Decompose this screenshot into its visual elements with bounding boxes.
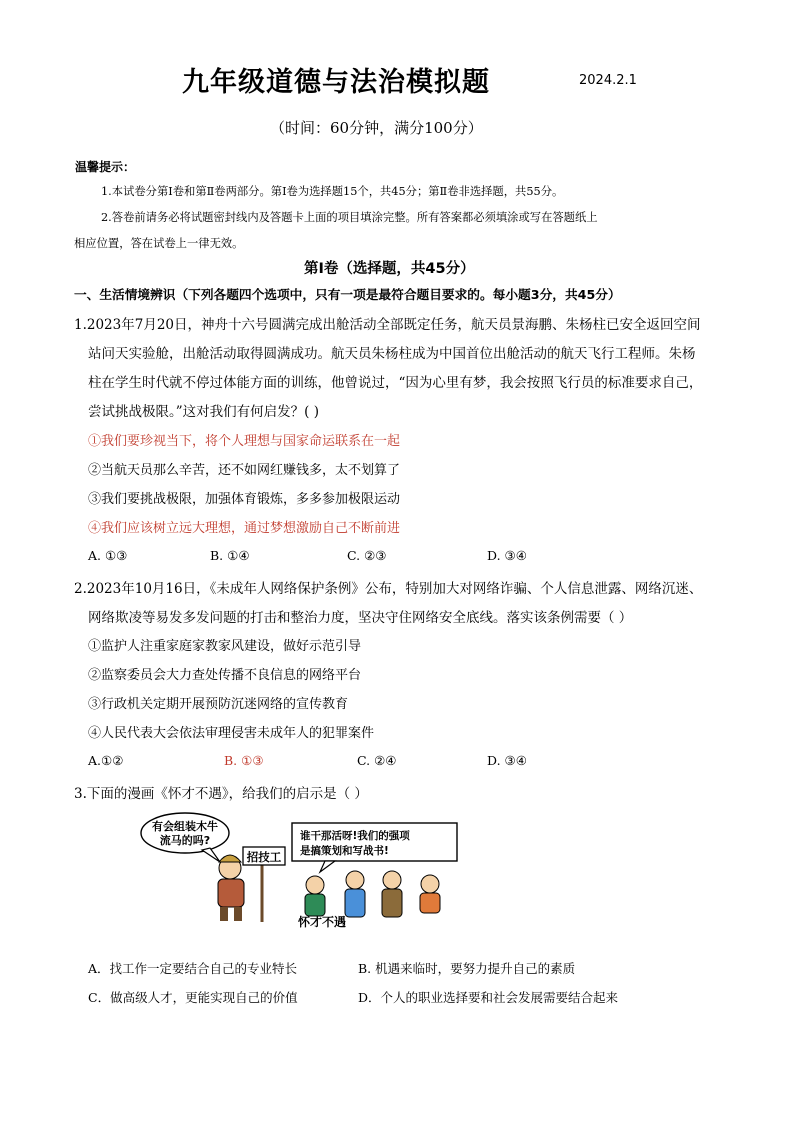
q1-answer-d[interactable]: D. ③④ bbox=[487, 548, 527, 563]
q2-stem-line: 2.2023年10月16日，《未成年人网络保护条例》公布，特别加大对网络诈骗、个人信息泄露、网络沉迷、 bbox=[74, 581, 703, 597]
section-title: 第Ⅰ卷（选择题，共45分） bbox=[304, 261, 475, 277]
exam-subtitle: （时间：60分钟，满分100分） bbox=[270, 119, 483, 137]
q1-answer-b[interactable]: B. ①④ bbox=[210, 548, 250, 563]
bubble-right-line-2: 是搞策划和写战书! bbox=[300, 845, 389, 857]
q1-answer-a[interactable]: A. ①③ bbox=[88, 548, 128, 563]
q1-stem-line: 柱在学生时代就不停过体能方面的训练，他曾说过，“因为心里有梦，我会按照飞行员的标准要求自己， bbox=[88, 375, 703, 391]
exam-date: 2024.2.1 bbox=[579, 73, 637, 88]
sign-text: 招技工 bbox=[246, 850, 282, 864]
q3-answer-b[interactable]: B. 机遇来临时，要努力提升自己的素质 bbox=[358, 961, 576, 976]
cartoon-svg bbox=[140, 810, 460, 930]
q1-stem-line: 站问天实验舱，出舱活动取得圆满成功。航天员朱杨柱成为中国首位出舱活动的航天飞行工程师。朱杨 bbox=[88, 346, 696, 362]
q2-answer-a[interactable]: A.①② bbox=[88, 753, 124, 768]
q2-stem-line: 网络欺凌等易发多发问题的打击和整治力度，坚决守住网络安全底线。落实该条例需要（ ） bbox=[88, 610, 633, 626]
tips-line-2b: 相应位置，答在试卷上一律无效。 bbox=[74, 237, 244, 250]
tips-line-2a: 2.答卷前请务必将试题密封线内及答题卡上面的项目填涂完整。所有答案都必须填涂或写在答题纸上 bbox=[101, 211, 598, 224]
q1-item-2: ②当航天员那么辛苦，还不如网红赚钱多，太不划算了 bbox=[88, 463, 401, 478]
q3-answer-d[interactable]: D．个人的职业选择要和社会发展需要结合起来 bbox=[358, 990, 619, 1005]
q3-stem: 3.下面的漫画《怀才不遇》，给我们的启示是（ ） bbox=[74, 786, 368, 802]
part-heading: 一、生活情境辨识（下列各题四个选项中，只有一项是最符合题目要求的。每小题3分，共45分） bbox=[74, 287, 621, 302]
q2-item-1: ①监护人注重家庭家教家风建设，做好示范引导 bbox=[88, 639, 362, 654]
scholar-figures-icon bbox=[305, 871, 440, 917]
q1-stem-line: 1.2023年7月20日，神舟十六号圆满完成出舱活动全部既定任务，航天员景海鹏、朱杨柱已安全返回空间 bbox=[74, 317, 701, 333]
q1-stem-line: 尝试挑战极限。”这对我们有何启发？( ) bbox=[88, 404, 319, 420]
speech-box-tail bbox=[320, 861, 335, 872]
q2-item-3: ③行政机关定期开展预防沉迷网络的宣传教育 bbox=[88, 697, 349, 712]
q3-answer-c[interactable]: C．做高级人才，更能实现自己的价值 bbox=[88, 990, 298, 1005]
speech-bubble-tail bbox=[202, 848, 220, 862]
page-title: 九年级道德与法治模拟题 bbox=[182, 67, 490, 98]
cartoon-illustration bbox=[140, 810, 460, 930]
q1-item-3: ③我们要挑战极限，加强体育锻炼，多多参加极限运动 bbox=[88, 492, 401, 507]
bubble-left-line-1: 有会组装木牛 bbox=[152, 820, 218, 833]
q1-item-1: ①我们要珍视当下，将个人理想与国家命运联系在一起 bbox=[88, 434, 401, 449]
bubble-left-line-2: 流马的吗? bbox=[159, 834, 211, 847]
q2-item-2: ②监察委员会大力查处传播不良信息的网络平台 bbox=[88, 668, 362, 683]
q3-answer-a[interactable]: A．找工作一定要结合自己的专业特长 bbox=[88, 961, 298, 976]
q1-item-4: ④我们应该树立远大理想，通过梦想激励自己不断前进 bbox=[88, 521, 401, 536]
q2-item-4: ④人民代表大会依法审理侵害未成年人的犯罪案件 bbox=[88, 726, 375, 741]
recruiter-figure-icon bbox=[218, 855, 244, 921]
bubble-right-line-1: 谁干那活呀!我们的强项 bbox=[300, 830, 410, 842]
tips-line-1: 1.本试卷分第Ⅰ卷和第Ⅱ卷两部分。第Ⅰ卷为选择题15个，共45分；第Ⅱ卷非选择题，共55分。 bbox=[101, 185, 564, 198]
tips-heading: 温馨提示： bbox=[75, 160, 136, 174]
q2-answer-b[interactable]: B. ①③ bbox=[224, 753, 264, 768]
q2-answer-d[interactable]: D. ③④ bbox=[487, 753, 527, 768]
cartoon-caption: 怀才不遇 bbox=[298, 915, 347, 929]
speech-bubble-left bbox=[141, 813, 229, 853]
q1-answer-c[interactable]: C. ②③ bbox=[347, 548, 387, 563]
q2-answer-c[interactable]: C. ②④ bbox=[357, 753, 397, 768]
